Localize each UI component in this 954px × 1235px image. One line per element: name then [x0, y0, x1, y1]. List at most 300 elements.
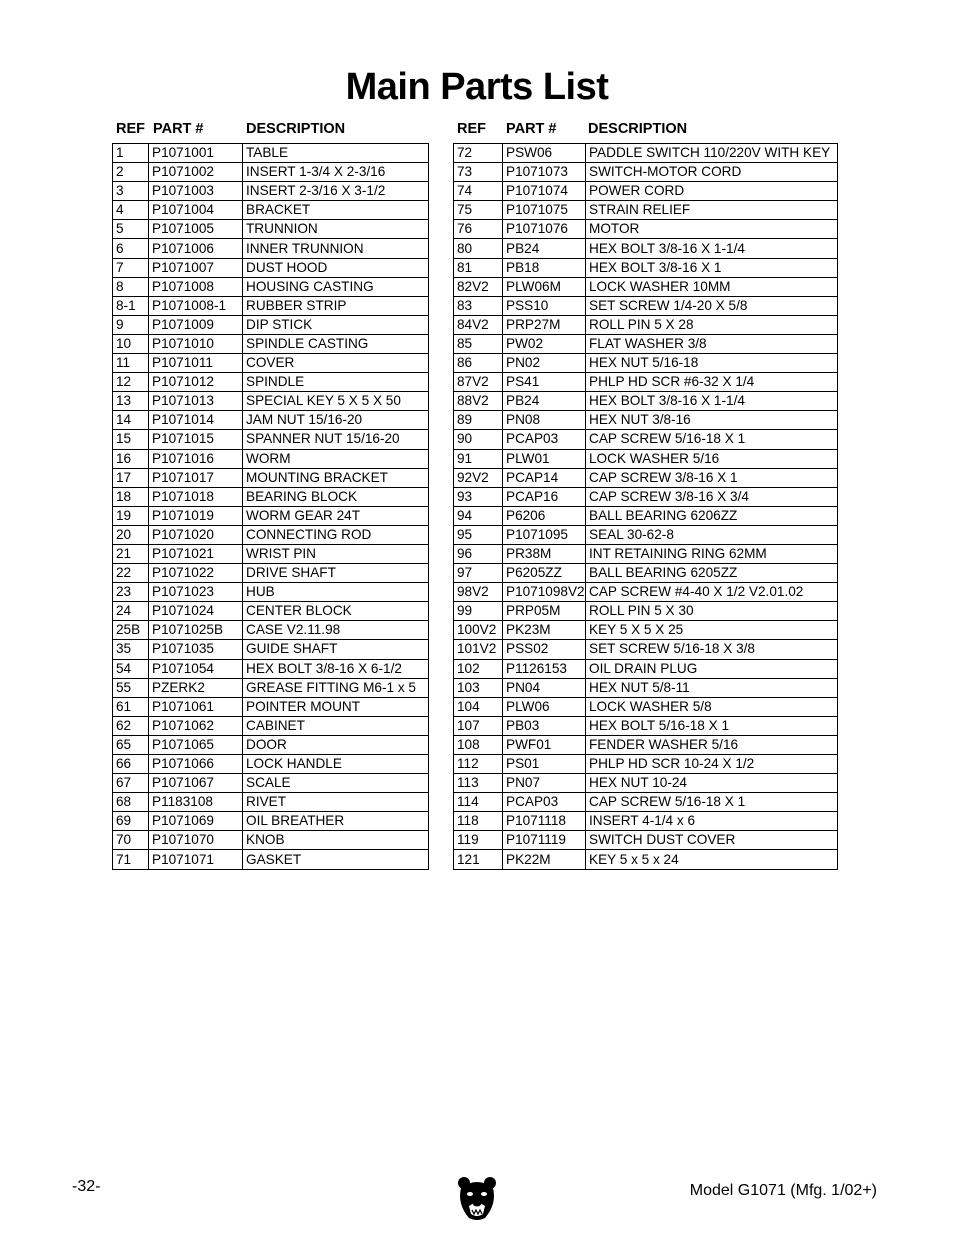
ref-cell: 55 [113, 678, 149, 697]
description-cell: CENTER BLOCK [243, 602, 429, 621]
description-cell: HEX NUT 5/8-11 [586, 678, 838, 697]
ref-cell: 16 [113, 449, 149, 468]
table-row [454, 716, 838, 735]
ref-cell: 1 [113, 144, 149, 163]
description-cell: KEY 5 X 5 X 25 [586, 621, 838, 640]
part-number-cell: P1071021 [149, 544, 243, 563]
part-number-cell: P1071018 [149, 487, 243, 506]
part-number-cell: PSS02 [503, 640, 586, 659]
part-number-cell: P1071035 [149, 640, 243, 659]
description-cell: OIL BREATHER [243, 812, 429, 831]
page-number: -32- [72, 1178, 101, 1195]
description-cell: SEAL 30-62-8 [586, 525, 838, 544]
table-row [454, 793, 838, 812]
description-cell: SPINDLE CASTING [243, 334, 429, 353]
description-cell: CAP SCREW 5/16-18 X 1 [586, 430, 838, 449]
description-cell: HEX BOLT 3/8-16 X 1 [586, 258, 838, 277]
part-number-cell: P1071025B [149, 621, 243, 640]
table-row [113, 678, 429, 697]
ref-cell: 10 [113, 334, 149, 353]
part-number-cell: P1071020 [149, 525, 243, 544]
table-row [113, 392, 429, 411]
table-row [454, 258, 838, 277]
table-row [454, 411, 838, 430]
ref-cell: 24 [113, 602, 149, 621]
ref-cell: 86 [454, 354, 503, 373]
part-number-cell: P1071003 [149, 182, 243, 201]
description-cell: SET SCREW 1/4-20 X 5/8 [586, 296, 838, 315]
part-number-cell: P1071010 [149, 334, 243, 353]
parts-table-right [453, 121, 838, 870]
table-row [113, 850, 429, 869]
table-row [454, 850, 838, 869]
description-cell: LOCK WASHER 5/16 [586, 449, 838, 468]
ref-cell: 96 [454, 544, 503, 563]
part-number-cell: P1071054 [149, 659, 243, 678]
ref-cell: 104 [454, 697, 503, 716]
ref-cell: 97 [454, 564, 503, 583]
part-number-cell: P1071075 [503, 201, 586, 220]
part-number-cell: P1071024 [149, 602, 243, 621]
description-cell: CAP SCREW #4-40 X 1/2 V2.01.02 [586, 583, 838, 602]
ref-cell: 80 [454, 239, 503, 258]
part-number-cell: PW02 [503, 334, 586, 353]
description-cell: ROLL PIN 5 X 30 [586, 602, 838, 621]
description-cell: INSERT 1-3/4 X 2-3/16 [243, 163, 429, 182]
table-row [454, 468, 838, 487]
description-cell: DUST HOOD [243, 258, 429, 277]
part-number-cell: PLW01 [503, 449, 586, 468]
part-number-cell: PSS10 [503, 296, 586, 315]
page-title: Main Parts List [345, 66, 609, 108]
part-number-cell: PLW06M [503, 277, 586, 296]
ref-cell: 66 [113, 755, 149, 774]
description-cell: CABINET [243, 716, 429, 735]
table-row [113, 793, 429, 812]
table-row [113, 697, 429, 716]
description-cell: LOCK WASHER 5/8 [586, 697, 838, 716]
table-row [454, 544, 838, 563]
table-row [113, 831, 429, 850]
part-number-cell: PK22M [503, 850, 586, 869]
part-number-cell: PK23M [503, 621, 586, 640]
description-cell: STRAIN RELIEF [586, 201, 838, 220]
ref-cell: 114 [454, 793, 503, 812]
part-number-cell: P6205ZZ [503, 564, 586, 583]
ref-cell: 67 [113, 774, 149, 793]
part-number-cell: PN04 [503, 678, 586, 697]
ref-cell: 71 [113, 850, 149, 869]
part-number-cell: P1071073 [503, 163, 586, 182]
part-number-cell: P1071098V2 [503, 583, 586, 602]
ref-cell: 68 [113, 793, 149, 812]
description-cell: GUIDE SHAFT [243, 640, 429, 659]
part-number-cell: PS01 [503, 755, 586, 774]
ref-cell: 18 [113, 487, 149, 506]
part-number-cell: P1071022 [149, 564, 243, 583]
description-cell: LOCK WASHER 10MM [586, 277, 838, 296]
table-row [454, 277, 838, 296]
part-number-cell: P1183108 [149, 793, 243, 812]
description-cell: CAP SCREW 3/8-16 X 1 [586, 468, 838, 487]
parts-table [453, 143, 838, 870]
ref-cell: 8-1 [113, 296, 149, 315]
description-cell: WRIST PIN [243, 544, 429, 563]
table-row [454, 831, 838, 850]
table-row [454, 697, 838, 716]
description-cell: CAP SCREW 3/8-16 X 3/4 [586, 487, 838, 506]
table-row [454, 487, 838, 506]
ref-cell: 119 [454, 831, 503, 850]
ref-cell: 99 [454, 602, 503, 621]
table-row [454, 392, 838, 411]
description-cell: DIP STICK [243, 315, 429, 334]
table-row [454, 812, 838, 831]
description-cell: WORM GEAR 24T [243, 506, 429, 525]
table-row [113, 640, 429, 659]
part-number-cell: P1071017 [149, 468, 243, 487]
table-row [113, 373, 429, 392]
ref-cell: 62 [113, 716, 149, 735]
ref-cell: 6 [113, 239, 149, 258]
table-row [454, 774, 838, 793]
table-row [454, 430, 838, 449]
ref-cell: 7 [113, 258, 149, 277]
table-row [454, 354, 838, 373]
part-number-cell: P1071119 [503, 831, 586, 850]
part-number-cell: PB18 [503, 258, 586, 277]
part-number-cell: P1071001 [149, 144, 243, 163]
part-number-cell: PRP05M [503, 602, 586, 621]
header-ref: REF [457, 121, 486, 137]
ref-cell: 76 [454, 220, 503, 239]
ref-cell: 121 [454, 850, 503, 869]
table-row [454, 239, 838, 258]
ref-cell: 54 [113, 659, 149, 678]
description-cell: TRUNNION [243, 220, 429, 239]
ref-cell: 75 [454, 201, 503, 220]
description-cell: INSERT 4-1/4 x 6 [586, 812, 838, 831]
part-number-cell: P1071066 [149, 755, 243, 774]
description-cell: DOOR [243, 735, 429, 754]
table-row [113, 430, 429, 449]
table-row [454, 163, 838, 182]
part-number-cell: P1071019 [149, 506, 243, 525]
table-row [113, 201, 429, 220]
table-row [113, 755, 429, 774]
part-number-cell: P1071006 [149, 239, 243, 258]
ref-cell: 84V2 [454, 315, 503, 334]
part-number-cell: PN08 [503, 411, 586, 430]
part-number-cell: P1071065 [149, 735, 243, 754]
ref-cell: 93 [454, 487, 503, 506]
table-row [113, 525, 429, 544]
ref-cell: 100V2 [454, 621, 503, 640]
part-number-cell: PCAP16 [503, 487, 586, 506]
ref-cell: 13 [113, 392, 149, 411]
description-cell: OIL DRAIN PLUG [586, 659, 838, 678]
ref-cell: 14 [113, 411, 149, 430]
column-headers-right [453, 121, 838, 143]
table-row [113, 735, 429, 754]
table-row [113, 659, 429, 678]
part-number-cell: P1071004 [149, 201, 243, 220]
table-row [454, 678, 838, 697]
description-cell: PHLP HD SCR #6-32 X 1/4 [586, 373, 838, 392]
description-cell: KNOB [243, 831, 429, 850]
description-cell: SPINDLE [243, 373, 429, 392]
table-row [454, 640, 838, 659]
part-number-cell: P1071013 [149, 392, 243, 411]
description-cell: HEX BOLT 3/8-16 X 1-1/4 [586, 392, 838, 411]
table-row [113, 621, 429, 640]
description-cell: BRACKET [243, 201, 429, 220]
description-cell: DRIVE SHAFT [243, 564, 429, 583]
ref-cell: 102 [454, 659, 503, 678]
table-row [113, 239, 429, 258]
description-cell: SPECIAL KEY 5 X 5 X 50 [243, 392, 429, 411]
part-number-cell: PCAP14 [503, 468, 586, 487]
table-row [113, 487, 429, 506]
table-row [454, 373, 838, 392]
description-cell: INNER TRUNNION [243, 239, 429, 258]
table-row [113, 506, 429, 525]
header-part: PART # [506, 121, 557, 137]
ref-cell: 65 [113, 735, 149, 754]
ref-cell: 4 [113, 201, 149, 220]
description-cell: BALL BEARING 6206ZZ [586, 506, 838, 525]
description-cell: BALL BEARING 6205ZZ [586, 564, 838, 583]
ref-cell: 81 [454, 258, 503, 277]
table-row [113, 163, 429, 182]
description-cell: MOTOR [586, 220, 838, 239]
part-number-cell: P1071008-1 [149, 296, 243, 315]
description-cell: ROLL PIN 5 X 28 [586, 315, 838, 334]
part-number-cell: P1071011 [149, 354, 243, 373]
part-number-cell: P1071008 [149, 277, 243, 296]
description-cell: CAP SCREW 5/16-18 X 1 [586, 793, 838, 812]
description-cell: CASE V2.11.98 [243, 621, 429, 640]
ref-cell: 108 [454, 735, 503, 754]
header-ref: REF [116, 121, 145, 137]
description-cell: HEX BOLT 3/8-16 X 1-1/4 [586, 239, 838, 258]
table-row [454, 144, 838, 163]
part-number-cell: PN07 [503, 774, 586, 793]
ref-cell: 5 [113, 220, 149, 239]
table-row [454, 659, 838, 678]
ref-cell: 25B [113, 621, 149, 640]
table-row [454, 602, 838, 621]
part-number-cell: P1071076 [503, 220, 586, 239]
part-number-cell: P1126153 [503, 659, 586, 678]
ref-cell: 20 [113, 525, 149, 544]
ref-cell: 118 [454, 812, 503, 831]
ref-cell: 83 [454, 296, 503, 315]
description-cell: CONNECTING ROD [243, 525, 429, 544]
header-description: DESCRIPTION [246, 121, 346, 137]
ref-cell: 74 [454, 182, 503, 201]
part-number-cell: PCAP03 [503, 793, 586, 812]
ref-cell: 87V2 [454, 373, 503, 392]
part-number-cell: P1071061 [149, 697, 243, 716]
ref-cell: 98V2 [454, 583, 503, 602]
description-cell: LOCK HANDLE [243, 755, 429, 774]
description-cell: COVER [243, 354, 429, 373]
description-cell: SET SCREW 5/16-18 X 3/8 [586, 640, 838, 659]
table-row [454, 296, 838, 315]
table-row [113, 277, 429, 296]
description-cell: JAM NUT 15/16-20 [243, 411, 429, 430]
ref-cell: 95 [454, 525, 503, 544]
part-number-cell: P1071005 [149, 220, 243, 239]
description-cell: HEX NUT 10-24 [586, 774, 838, 793]
table-row [113, 544, 429, 563]
part-number-cell: PR38M [503, 544, 586, 563]
part-number-cell: PS41 [503, 373, 586, 392]
description-cell: POINTER MOUNT [243, 697, 429, 716]
header-description: DESCRIPTION [588, 121, 688, 137]
part-number-cell: P1071069 [149, 812, 243, 831]
description-cell: TABLE [243, 144, 429, 163]
part-number-cell: P1071023 [149, 583, 243, 602]
ref-cell: 91 [454, 449, 503, 468]
ref-cell: 85 [454, 334, 503, 353]
ref-cell: 69 [113, 812, 149, 831]
table-row [113, 774, 429, 793]
description-cell: BEARING BLOCK [243, 487, 429, 506]
description-cell: SWITCH-MOTOR CORD [586, 163, 838, 182]
ref-cell: 92V2 [454, 468, 503, 487]
ref-cell: 88V2 [454, 392, 503, 411]
description-cell: FLAT WASHER 3/8 [586, 334, 838, 353]
ref-cell: 113 [454, 774, 503, 793]
description-cell: SWITCH DUST COVER [586, 831, 838, 850]
ref-cell: 23 [113, 583, 149, 602]
description-cell: WORM [243, 449, 429, 468]
parts-table [112, 143, 429, 870]
part-number-cell: PRP27M [503, 315, 586, 334]
bear-head-icon [457, 1174, 497, 1222]
description-cell: INT RETAINING RING 62MM [586, 544, 838, 563]
description-cell: PHLP HD SCR 10-24 X 1/2 [586, 755, 838, 774]
table-row [113, 564, 429, 583]
part-number-cell: P1071016 [149, 449, 243, 468]
description-cell: HEX NUT 5/16-18 [586, 354, 838, 373]
table-row [113, 296, 429, 315]
ref-cell: 35 [113, 640, 149, 659]
part-number-cell: PWF01 [503, 735, 586, 754]
column-headers-left [112, 121, 429, 143]
table-row [454, 735, 838, 754]
part-number-cell: P6206 [503, 506, 586, 525]
description-cell: SCALE [243, 774, 429, 793]
ref-cell: 12 [113, 373, 149, 392]
ref-cell: 2 [113, 163, 149, 182]
table-row [113, 716, 429, 735]
part-number-cell: P1071014 [149, 411, 243, 430]
ref-cell: 21 [113, 544, 149, 563]
ref-cell: 94 [454, 506, 503, 525]
ref-cell: 22 [113, 564, 149, 583]
description-cell: RIVET [243, 793, 429, 812]
description-cell: HEX BOLT 3/8-16 X 6-1/2 [243, 659, 429, 678]
description-cell: SPANNER NUT 15/16-20 [243, 430, 429, 449]
part-number-cell: PZERK2 [149, 678, 243, 697]
table-row [113, 468, 429, 487]
ref-cell: 61 [113, 697, 149, 716]
table-row [454, 182, 838, 201]
description-cell: HOUSING CASTING [243, 277, 429, 296]
description-cell: HEX NUT 3/8-16 [586, 411, 838, 430]
ref-cell: 17 [113, 468, 149, 487]
part-number-cell: P1071007 [149, 258, 243, 277]
part-number-cell: P1071009 [149, 315, 243, 334]
table-row [113, 315, 429, 334]
model-label: Model G1071 (Mfg. 1/02+) [689, 1182, 877, 1199]
ref-cell: 82V2 [454, 277, 503, 296]
table-row [454, 755, 838, 774]
part-number-cell: PLW06 [503, 697, 586, 716]
description-cell: GREASE FITTING M6-1 x 5 [243, 678, 429, 697]
ref-cell: 9 [113, 315, 149, 334]
ref-cell: 73 [454, 163, 503, 182]
table-row [113, 449, 429, 468]
ref-cell: 72 [454, 144, 503, 163]
part-number-cell: PB03 [503, 716, 586, 735]
description-cell: POWER CORD [586, 182, 838, 201]
header-part: PART # [153, 121, 204, 137]
ref-cell: 70 [113, 831, 149, 850]
ref-cell: 89 [454, 411, 503, 430]
description-cell: HEX BOLT 5/16-18 X 1 [586, 716, 838, 735]
part-number-cell: P1071071 [149, 850, 243, 869]
part-number-cell: P1071062 [149, 716, 243, 735]
table-row [454, 201, 838, 220]
table-row [454, 564, 838, 583]
description-cell: PADDLE SWITCH 110/220V WITH KEY [586, 144, 838, 163]
part-number-cell: P1071067 [149, 774, 243, 793]
ref-cell: 19 [113, 506, 149, 525]
ref-cell: 101V2 [454, 640, 503, 659]
ref-cell: 3 [113, 182, 149, 201]
part-number-cell: P1071012 [149, 373, 243, 392]
part-number-cell: PB24 [503, 239, 586, 258]
description-cell: KEY 5 x 5 x 24 [586, 850, 838, 869]
part-number-cell: P1071070 [149, 831, 243, 850]
part-number-cell: P1071015 [149, 430, 243, 449]
table-row [113, 258, 429, 277]
table-row [454, 334, 838, 353]
table-row [454, 583, 838, 602]
parts-table-left [112, 121, 429, 870]
table-row [113, 220, 429, 239]
part-number-cell: P1071002 [149, 163, 243, 182]
table-row [454, 506, 838, 525]
part-number-cell: PCAP03 [503, 430, 586, 449]
part-number-cell: P1071095 [503, 525, 586, 544]
table-row [113, 812, 429, 831]
table-row [113, 144, 429, 163]
part-number-cell: P1071074 [503, 182, 586, 201]
part-number-cell: PN02 [503, 354, 586, 373]
part-number-cell: P1071118 [503, 812, 586, 831]
ref-cell: 11 [113, 354, 149, 373]
description-cell: FENDER WASHER 5/16 [586, 735, 838, 754]
table-row [454, 220, 838, 239]
table-row [454, 449, 838, 468]
table-row [113, 354, 429, 373]
table-row [113, 334, 429, 353]
